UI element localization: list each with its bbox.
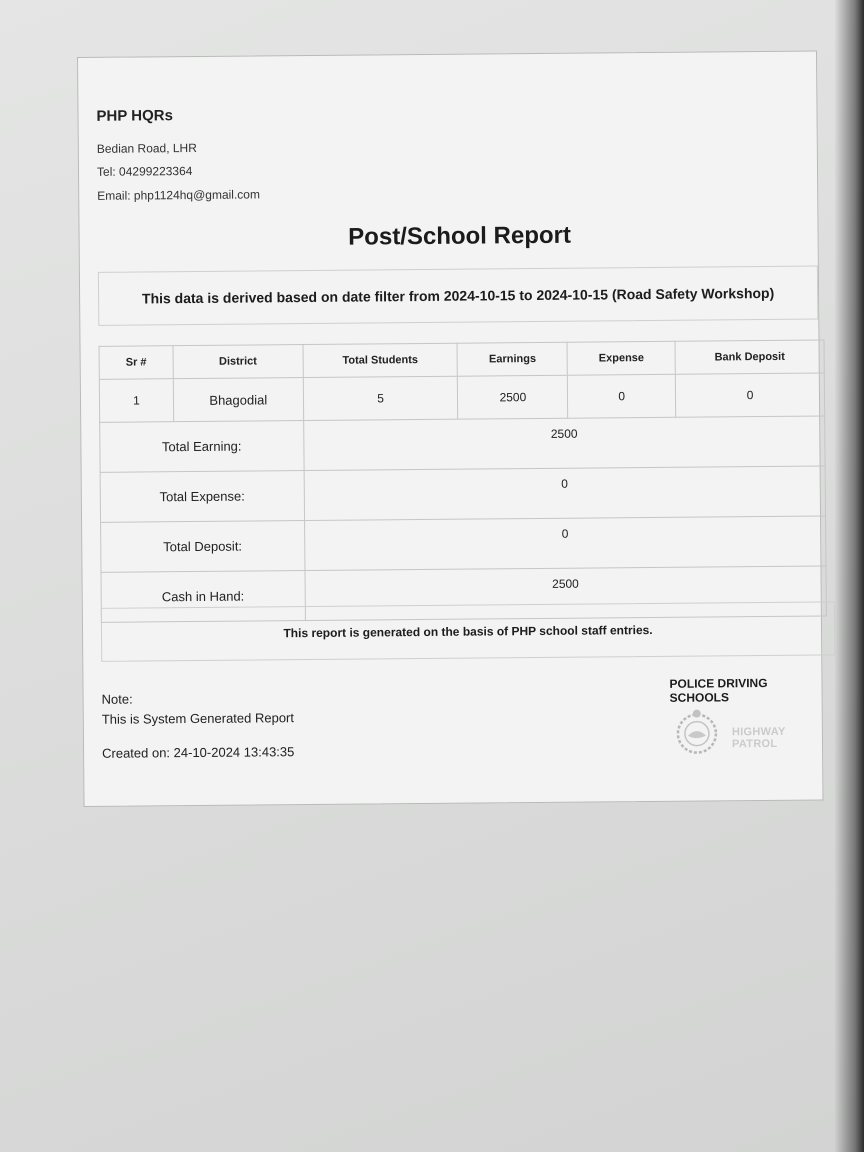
cell-district: Bhagodial	[173, 378, 303, 422]
header-earnings: Earnings	[457, 342, 567, 376]
highway-patrol-logo-text: HIGHWAY PATROL	[731, 725, 786, 751]
total-earning-row	[100, 416, 825, 472]
header-total-students: Total Students	[303, 343, 458, 377]
header-bank-deposit: Bank Deposit	[675, 340, 824, 374]
page-edge-shadow	[834, 0, 864, 1152]
company-name: PHP HQRs	[96, 107, 174, 125]
company-address: Bedian Road, LHR	[96, 140, 197, 156]
note-text: This is System Generated Report	[101, 710, 295, 727]
date-filter-box	[98, 266, 818, 326]
cell-sr: 1	[99, 379, 173, 423]
date-filter-text: This data is derived based on date filter from 2024-10-15 to 2024-10-15 (Road Safety Workshop)	[141, 284, 775, 307]
company-tel: Tel: 04299223364	[96, 163, 193, 179]
total-deposit-row	[101, 516, 826, 572]
total-deposit-value: 0	[304, 516, 826, 571]
cell-expense: 0	[568, 374, 676, 418]
total-earning-label: Total Earning:	[100, 421, 304, 473]
header-expense: Expense	[567, 341, 675, 375]
note-label: Note:	[101, 691, 133, 707]
header-district: District	[173, 345, 303, 379]
report-page	[77, 51, 824, 807]
cash-in-hand-label: Cash in Hand:	[101, 571, 305, 623]
total-deposit-label: Total Deposit:	[101, 521, 305, 573]
created-on: Created on: 24-10-2024 13:43:35	[102, 744, 295, 761]
cash-in-hand-value: 2500	[305, 566, 827, 621]
cell-earnings: 2500	[458, 375, 568, 419]
total-expense-row	[100, 466, 825, 522]
cell-total-students: 5	[303, 376, 458, 420]
report-table	[99, 339, 827, 622]
total-earning-value: 2500	[303, 416, 825, 471]
basis-note-text: This report is generated on the basis of PHP school staff entries.	[283, 622, 653, 641]
company-email: Email: php1124hq@gmail.com	[97, 187, 260, 203]
table-row	[99, 373, 824, 422]
highway-patrol-seal-icon	[672, 706, 722, 756]
org-name: POLICE DRIVING SCHOOLS	[669, 675, 768, 705]
report-title: Post/School Report	[348, 221, 572, 251]
basis-note-box	[101, 601, 835, 661]
total-expense-value: 0	[304, 466, 826, 521]
header-sr: Sr #	[99, 346, 173, 380]
total-expense-label: Total Expense:	[100, 471, 304, 523]
cell-bank-deposit: 0	[675, 373, 824, 417]
